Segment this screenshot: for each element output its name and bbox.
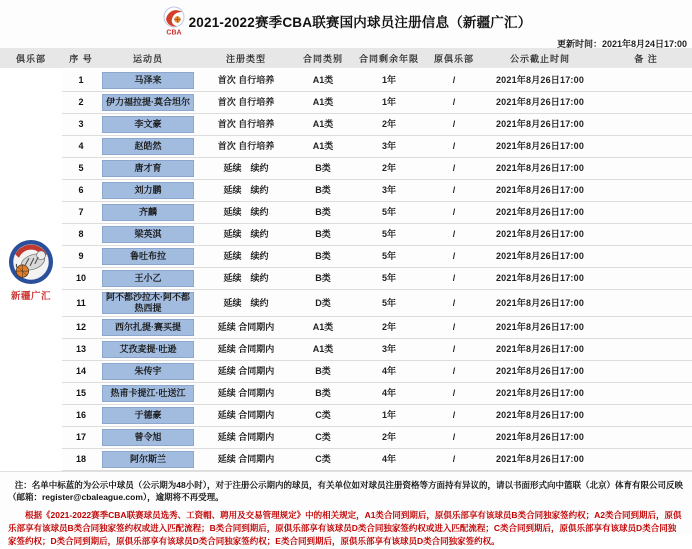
- reg-type-cell: 延续 合同期内: [217, 431, 275, 442]
- column-header: 运动员: [132, 53, 163, 64]
- column-header: 合同类别: [302, 53, 343, 64]
- player-name-cell: [100, 427, 196, 448]
- page-title: 2021-2022赛季CBA联赛国内球员注册信息（新疆广汇）: [188, 15, 532, 30]
- contract-class-cell: B类: [315, 365, 331, 376]
- note-cell: [600, 361, 692, 382]
- player-name-badge: 曾令旭: [102, 429, 194, 446]
- deadline-cell: 2021年8月26日17:00: [495, 273, 585, 284]
- orig-club-cell: /: [452, 97, 456, 108]
- player-name-badge: 赵皓然: [102, 138, 194, 155]
- note-cell: [600, 449, 692, 470]
- note-cell: [600, 92, 692, 113]
- contract-class-cell: B类: [315, 251, 331, 262]
- player-name-badge: 热甫卡提江·吐送江: [102, 385, 194, 402]
- note-cell: [600, 224, 692, 245]
- seq-cell: 14: [75, 365, 86, 376]
- seq-cell: 7: [78, 207, 84, 218]
- reg-type-cell: 首次 自行培养: [217, 75, 275, 86]
- orig-club-cell: /: [452, 119, 456, 130]
- contract-class-cell: B类: [315, 273, 331, 284]
- years-remaining-cell: 1年: [381, 97, 396, 108]
- contract-class-cell: C类: [315, 409, 331, 420]
- player-name-cell: [100, 92, 196, 113]
- seq-cell: 9: [78, 251, 84, 262]
- years-remaining-cell: 4年: [381, 387, 396, 398]
- table-row: [62, 383, 692, 405]
- deadline-cell: 2021年8月26日17:00: [495, 163, 585, 174]
- footnote-contract-rules: 根据《2021-2022赛季CBA联赛球员选秀、工资帽、聘用及交易管理规定》中的相关规定，A1类合同到期后，原俱乐部享有该球员B类合同独家签约权；A2类合同到期后，原俱乐部享有该球员B类合同独家签约权或进入匹配流程；B类合同到期后，原俱乐部享有该球员D类合同独家签约权或进入匹配流程；C类合同到期后，原俱乐部享有该球员D类合同独家签约权；D类合同到期后，原俱乐部享有该球员D类合同独家签约权；E类合同到期后，原俱乐部享有该球员D类合同独家签约权。: [8, 510, 682, 547]
- orig-club-cell: /: [452, 273, 456, 284]
- note-cell: [600, 114, 692, 135]
- contract-class-cell: B类: [315, 185, 331, 196]
- years-remaining-cell: 2年: [381, 119, 396, 130]
- player-name-cell: [100, 290, 196, 316]
- contract-class-cell: A1类: [312, 97, 334, 108]
- player-name-cell: [100, 180, 196, 201]
- seq-cell: 3: [78, 119, 84, 130]
- orig-club-cell: /: [452, 343, 456, 354]
- table-row: [62, 339, 692, 361]
- contract-class-cell: B类: [315, 387, 331, 398]
- player-name-badge: 梁英淇: [102, 226, 194, 243]
- note-cell: [600, 383, 692, 404]
- seq-cell: 18: [75, 453, 86, 464]
- deadline-cell: 2021年8月26日17:00: [495, 297, 585, 308]
- note-cell: [600, 290, 692, 316]
- orig-club-cell: /: [452, 409, 456, 420]
- table-row: [62, 92, 692, 114]
- player-name-cell: [100, 224, 196, 245]
- column-header: 俱乐部: [15, 53, 46, 64]
- player-name-badge: 王小乙: [102, 270, 194, 287]
- deadline-cell: 2021年8月26日17:00: [495, 343, 585, 354]
- player-name-badge: 艾孜麦提·吐逊: [102, 341, 194, 358]
- reg-type-cell: 首次 自行培养: [217, 119, 275, 130]
- player-name-cell: [100, 339, 196, 360]
- deadline-cell: 2021年8月26日17:00: [495, 119, 585, 130]
- deadline-cell: 2021年8月26日17:00: [495, 141, 585, 152]
- note-cell: [600, 246, 692, 267]
- table-row: [62, 114, 692, 136]
- seq-cell: 2: [78, 97, 84, 108]
- column-header: 备 注: [634, 53, 658, 64]
- contract-class-cell: A1类: [312, 321, 334, 332]
- orig-club-cell: /: [452, 229, 456, 240]
- seq-cell: 17: [75, 431, 86, 442]
- contract-class-cell: A1类: [312, 75, 334, 86]
- table-row: [62, 246, 692, 268]
- deadline-cell: 2021年8月26日17:00: [495, 431, 585, 442]
- table-row: [62, 268, 692, 290]
- table-row: [62, 224, 692, 246]
- deadline-cell: 2021年8月26日17:00: [495, 387, 585, 398]
- orig-club-cell: /: [452, 365, 456, 376]
- table-row: [62, 427, 692, 449]
- table-row: [62, 70, 692, 92]
- years-remaining-cell: 1年: [381, 409, 396, 420]
- player-name-cell: [100, 405, 196, 426]
- seq-cell: 15: [75, 387, 86, 398]
- player-name-badge: 刘力鹏: [102, 182, 194, 199]
- column-header: 序 号: [69, 53, 93, 64]
- contract-class-cell: C类: [315, 453, 331, 464]
- player-name-cell: [100, 317, 196, 338]
- contract-class-cell: B类: [315, 207, 331, 218]
- title-bar: [0, 0, 692, 36]
- note-cell: [600, 180, 692, 201]
- years-remaining-cell: 2年: [381, 321, 396, 332]
- years-remaining-cell: 5年: [381, 207, 396, 218]
- orig-club-cell: /: [452, 297, 456, 308]
- table-row: [62, 180, 692, 202]
- years-remaining-cell: 2年: [381, 431, 396, 442]
- contract-class-cell: C类: [315, 431, 331, 442]
- player-name-cell: [100, 70, 196, 91]
- reg-type-cell: 延续 合同期内: [217, 409, 275, 420]
- table-row: [62, 290, 692, 317]
- seq-cell: 10: [75, 273, 86, 284]
- seq-cell: 12: [75, 321, 86, 332]
- orig-club-cell: /: [452, 207, 456, 218]
- table-row: [62, 405, 692, 427]
- xinjiang-flying-tigers-logo: [8, 239, 54, 285]
- orig-club-cell: /: [452, 387, 456, 398]
- reg-type-cell: 延续 续约: [223, 273, 269, 284]
- reg-type-cell: 延续 续约: [223, 297, 269, 308]
- footnote-objection-note: 注：名单中标蓝的为公示中球员（公示期为48小时），对于注册公示期内的球员，有关单位如对球员注册资格等方面持有异议的，请以书面形式向中篮联（北京）体育有限公司反映（邮箱：register@cbaleague.com），逾期将不再受理。: [8, 479, 684, 503]
- orig-club-cell: /: [452, 431, 456, 442]
- player-name-cell: [100, 449, 196, 470]
- note-cell: [600, 202, 692, 223]
- seq-cell: 11: [76, 297, 86, 308]
- column-header: 合同剩余年限: [358, 53, 419, 64]
- player-name-cell: [100, 361, 196, 382]
- column-header: 公示截止时间: [509, 53, 570, 64]
- contract-class-cell: B类: [315, 229, 331, 240]
- deadline-cell: 2021年8月26日17:00: [495, 229, 585, 240]
- contract-class-cell: B类: [315, 163, 331, 174]
- seq-cell: 1: [78, 75, 84, 86]
- deadline-cell: 2021年8月26日17:00: [495, 207, 585, 218]
- table-header-row: [0, 48, 692, 70]
- table-row: [62, 449, 692, 471]
- seq-cell: 6: [78, 185, 84, 196]
- contract-class-cell: A1类: [312, 343, 334, 354]
- player-name-badge: 西尔扎提·赛买提: [102, 319, 194, 336]
- reg-type-cell: 延续 续约: [223, 229, 269, 240]
- player-name-badge: 阿不都沙拉木·阿不都热西提: [102, 292, 194, 314]
- contract-class-cell: A1类: [312, 119, 334, 130]
- reg-type-cell: 延续 合同期内: [217, 365, 275, 376]
- player-name-cell: [100, 246, 196, 267]
- orig-club-cell: /: [452, 185, 456, 196]
- player-name-cell: [100, 383, 196, 404]
- deadline-cell: 2021年8月26日17:00: [495, 453, 585, 464]
- player-name-badge: 阿尔斯兰: [102, 451, 194, 468]
- seq-cell: 5: [78, 163, 84, 174]
- reg-type-cell: 延续 合同期内: [217, 321, 275, 332]
- orig-club-cell: /: [452, 321, 456, 332]
- deadline-cell: 2021年8月26日17:00: [495, 365, 585, 376]
- player-name-cell: [100, 268, 196, 289]
- note-cell: [600, 158, 692, 179]
- club-name: 新疆广汇: [10, 290, 51, 302]
- years-remaining-cell: 2年: [381, 163, 396, 174]
- table-row: [62, 361, 692, 383]
- orig-club-cell: /: [452, 141, 456, 152]
- years-remaining-cell: 4年: [381, 453, 396, 464]
- reg-type-cell: 延续 合同期内: [217, 453, 275, 464]
- deadline-cell: 2021年8月26日17:00: [495, 251, 585, 262]
- player-name-badge: 马泽来: [102, 72, 194, 89]
- contract-class-cell: A1类: [312, 141, 334, 152]
- table-body: [0, 70, 692, 471]
- reg-type-cell: 延续 续约: [223, 163, 269, 174]
- seq-cell: 13: [75, 343, 86, 354]
- table-row: [62, 136, 692, 158]
- player-name-badge: 唐才育: [102, 160, 194, 177]
- table-row: [62, 202, 692, 224]
- column-header: 原俱乐部: [433, 53, 474, 64]
- reg-type-cell: 首次 自行培养: [217, 97, 275, 108]
- player-name-cell: [100, 202, 196, 223]
- deadline-cell: 2021年8月26日17:00: [495, 185, 585, 196]
- seq-cell: 16: [75, 409, 86, 420]
- deadline-cell: 2021年8月26日17:00: [495, 75, 585, 86]
- club-cell: [0, 70, 62, 471]
- note-cell: [600, 427, 692, 448]
- update-time: 更新时间：2021年8月24日17:00: [556, 39, 687, 49]
- player-name-badge: 朱传宇: [102, 363, 194, 380]
- note-cell: [600, 136, 692, 157]
- note-cell: [600, 268, 692, 289]
- contract-class-cell: D类: [315, 297, 331, 308]
- player-name-badge: 鲁吐布拉: [102, 248, 194, 265]
- column-header: 注册类型: [225, 53, 266, 64]
- years-remaining-cell: 3年: [381, 185, 396, 196]
- table-rows: [62, 70, 692, 471]
- years-remaining-cell: 5年: [381, 273, 396, 284]
- years-remaining-cell: 5年: [381, 229, 396, 240]
- deadline-cell: 2021年8月26日17:00: [495, 409, 585, 420]
- cba-logo-text: CBA: [166, 29, 182, 36]
- reg-type-cell: 延续 续约: [223, 251, 269, 262]
- note-cell: [600, 70, 692, 91]
- years-remaining-cell: 4年: [381, 365, 396, 376]
- note-cell: [600, 317, 692, 338]
- orig-club-cell: /: [452, 453, 456, 464]
- player-name-cell: [100, 158, 196, 179]
- years-remaining-cell: 3年: [381, 141, 396, 152]
- years-remaining-cell: 3年: [381, 343, 396, 354]
- years-remaining-cell: 1年: [381, 75, 396, 86]
- registration-table: [0, 48, 692, 472]
- seq-cell: 4: [78, 141, 84, 152]
- note-cell: [600, 339, 692, 360]
- years-remaining-cell: 5年: [381, 251, 396, 262]
- seq-cell: 8: [78, 229, 84, 240]
- player-name-cell: [100, 114, 196, 135]
- deadline-cell: 2021年8月26日17:00: [495, 321, 585, 332]
- cba-logo-icon: [161, 6, 187, 36]
- orig-club-cell: /: [452, 251, 456, 262]
- player-name-badge: 齐麟: [102, 204, 194, 221]
- table-row: [62, 158, 692, 180]
- note-cell: [600, 405, 692, 426]
- reg-type-cell: 延续 续约: [223, 185, 269, 196]
- reg-type-cell: 延续 合同期内: [217, 343, 275, 354]
- player-name-cell: [100, 136, 196, 157]
- table-row: [62, 317, 692, 339]
- player-name-badge: 伊力福拉提·莫合坦尔: [102, 94, 194, 111]
- orig-club-cell: /: [452, 75, 456, 86]
- orig-club-cell: /: [452, 163, 456, 174]
- reg-type-cell: 延续 续约: [223, 207, 269, 218]
- player-name-badge: 李文豪: [102, 116, 194, 133]
- reg-type-cell: 延续 合同期内: [217, 387, 275, 398]
- player-name-badge: 于德豪: [102, 407, 194, 424]
- reg-type-cell: 首次 自行培养: [217, 141, 275, 152]
- years-remaining-cell: 5年: [381, 297, 396, 308]
- deadline-cell: 2021年8月26日17:00: [495, 97, 585, 108]
